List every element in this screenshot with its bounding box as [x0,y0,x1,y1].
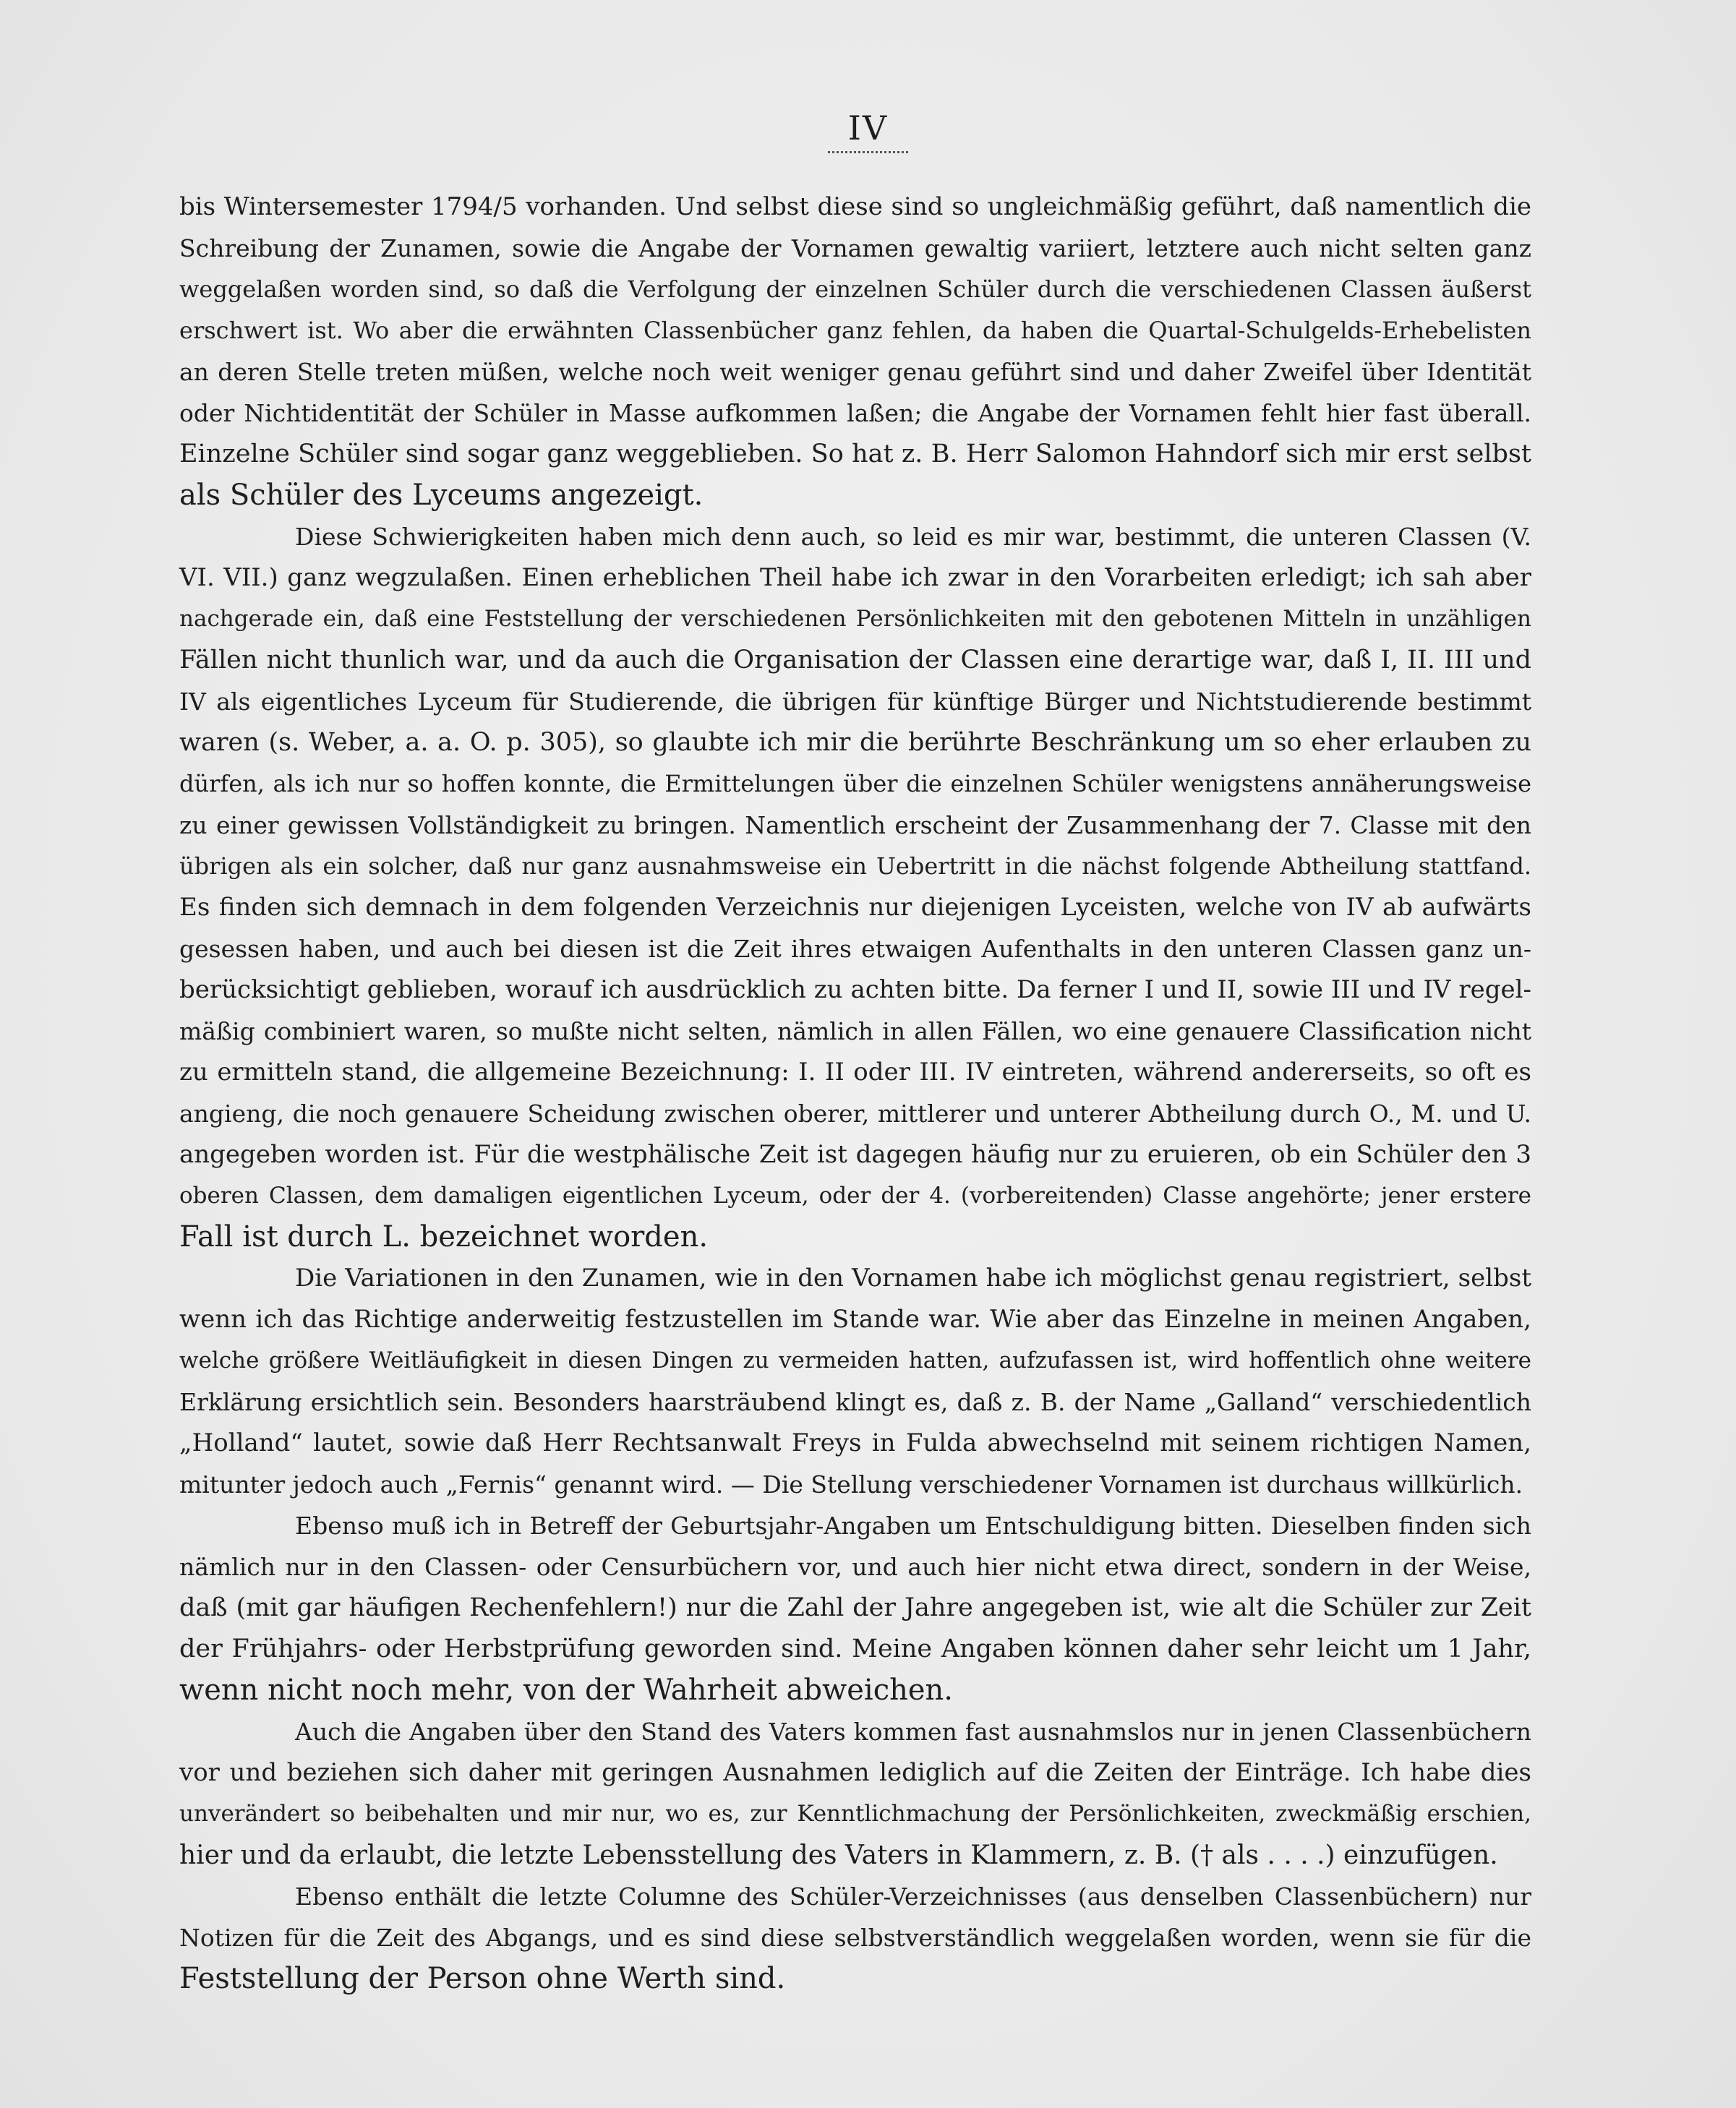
paragraph [179,1711,1531,1876]
text-line: Einzelne Schüler sind sogar ganz weggeblieben. So hat z. B. Herr Salomon Hahndorf sich mir erst selbst [179,440,1531,468]
text-line: an deren Stelle treten müßen, welche noch weit weniger genau geführt sind und daher Zweifel über Identität [179,358,1531,386]
text-line: oberen Classen, dem damaligen eigentlichen Lyceum, oder der 4. (vorbereitenden) Classe angehörte; jener erstere [179,1183,1531,1209]
text-line: oder Nichtidentität der Schüler in Masse aufkommen laßen; die Angabe der Vornamen fehlt hier fast überall. [179,399,1531,427]
text-line: nämlich nur in den Classen- oder Censurbüchern vor, und auch hier nicht etwa direct, sondern in der Weise, [179,1553,1531,1581]
text-line: übrigen als ein solcher, daß nur ganz ausnahmsweise ein Uebertritt in die nächst folgende Abtheilung stattfand. [179,852,1531,880]
text-line: welche größere Weitläufigkeit in diesen Dingen zu vermeiden hatten, aufzufassen ist, wird hoffentlich ohne weitere [179,1348,1531,1374]
text-line: Feststellung der Person ohne Werth sind. [179,1962,786,1995]
text-line: Die Variationen in den Zunamen, wie in den Vornamen habe ich möglichst genau registriert, selbst [295,1264,1531,1293]
text-line: IV als eigentliches Lyceum für Studierende, die übrigen für künftige Bürger und Nichtstudierende bestimmt [179,687,1531,716]
page-number: IV [828,108,908,153]
body-text [179,187,1531,2000]
text-line: bis Wintersemester 1794/5 vorhanden. Und selbst diese sind so ungleichmäßig geführt, daß namentlich die [179,192,1531,221]
text-line: vor und beziehen sich daher mit geringen Ausnahmen lediglich auf die Zeiten der Einträge. Ich habe dies [179,1758,1531,1787]
text-line: VI. VII.) ganz wegzulaßen. Einen erheblichen Theil habe ich zwar in den Vorarbeiten erledigt; ich sah aber [179,563,1531,592]
text-line: Notizen für die Zeit des Abgangs, und es sind diese selbstverständlich weggelaßen worden, wenn sie für die [179,1924,1531,1952]
text-line: waren (s. Weber, a. a. O. p. 305), so glaubte ich mir die berührte Beschränkung um so eher erlauben zu [179,728,1531,757]
text-line: Diese Schwierigkeiten haben mich denn auch, so leid es mir war, bestimmt, die unteren Classen (V. [295,523,1531,551]
text-line: nachgerade ein, daß eine Feststellung der verschiedenen Persönlichkeiten mit den gebotenen Mitteln in unzähligen [179,606,1531,632]
text-line: daß (mit gar häufigen Rechenfehlern!) nur die Zahl der Jahre angegeben ist, wie alt die Schüler zur Zeit [179,1593,1531,1622]
text-line: mitunter jedoch auch „Fernis“ genannt wird. — Die Stellung verschiedener Vornamen ist durchaus willkürlich. [179,1470,1523,1499]
text-line: gesessen haben, und auch bei diesen ist die Zeit ihres etwaigen Aufenthalts in den unteren Classen ganz un- [179,935,1531,963]
text-line: Fall ist durch L. bezeichnet worden. [179,1220,709,1254]
text-line: erschwert ist. Wo aber die erwähnten Classenbücher ganz fehlen, da haben die Quartal-Schulgelds-Erhebelisten [179,317,1531,344]
text-line: dürfen, als ich nur so hoffen konnte, die Ermittelungen über die einzelnen Schüler wenigstens annäherungsweise [179,770,1531,797]
text-line: Ebenso muß ich in Betreff der Geburtsjahr-Angaben um Entschuldigung bitten. Dieselben finden sich [295,1512,1531,1540]
text-line: angieng, die noch genauere Scheidung zwischen oberer, mittlerer und unterer Abtheilung durch O., M. und U. [179,1100,1531,1128]
text-line: „Holland“ lautet, sowie daß Herr Rechtsanwalt Freys in Fulda abwechselnd mit seinem richtigen Namen, [179,1428,1531,1457]
text-line: Auch die Angaben über den Stand des Vaters kommen fast ausnahmslos nur in jenen Classenbüchern [295,1718,1531,1746]
text-line: berücksichtigt geblieben, worauf ich ausdrücklich zu achten bitte. Da ferner I und II, sowie III und IV regel- [179,975,1531,1004]
text-line: unverändert so beibehalten und mir nur, wo es, zur Kenntlichmachung der Persönlichkeiten, zweckmäßig erschien, [179,1801,1531,1827]
paragraph [179,1505,1531,1711]
text-line: Erklärung ersichtlich sein. Besonders haarsträubend klingt es, daß z. B. der Name „Galland“ verschiedentlich [179,1388,1531,1416]
text-line: Schreibung der Zunamen, sowie die Angabe der Vornamen gewaltig variiert, letztere auch nicht selten ganz [179,234,1531,262]
text-line: zu einer gewissen Vollständigkeit zu bringen. Namentlich erscheint der Zusammenhang der 7. Classe mit den [179,811,1531,839]
text-line: Ebenso enthält die letzte Columne des Schüler-Verzeichnisses (aus denselben Classenbüchern) nur [295,1882,1531,1911]
paragraph [179,1876,1531,2000]
text-line: Es finden sich demnach in dem folgenden Verzeichnis nur diejenigen Lyceisten, welche von IV ab aufwärts [179,893,1531,922]
text-line: angegeben worden ist. Für die westphälische Zeit ist dagegen häufig nur zu eruieren, ob ein Schüler den 3 [179,1140,1531,1169]
paragraph [179,187,1531,516]
text-line: hier und da erlaubt, die letzte Lebensstellung des Vaters in Klammern, z. B. († als . . . .) einzufügen. [179,1841,1498,1870]
text-line: Fällen nicht thunlich war, und da auch die Organisation der Classen eine derartige war, daß I, II. III und [179,646,1531,674]
text-line: wenn ich das Richtige anderweitig festzustellen im Stande war. Wie aber das Einzelne in meinen Angaben, [179,1305,1531,1334]
page-header [0,108,1736,153]
text-line: als Schüler des Lyceums angezeigt. [179,479,704,512]
paragraph [179,1258,1531,1505]
text-line: zu ermitteln stand, die allgemeine Bezeichnung: I. II oder III. IV eintreten, während andererseits, so oft es [179,1058,1531,1087]
text-line: weggelaßen worden sind, so daß die Verfolgung der einzelnen Schüler durch die verschiedenen Classen äußerst [179,275,1531,303]
paragraph [179,516,1531,1258]
text-line: mäßig combiniert waren, so mußte nicht selten, nämlich in allen Fällen, wo eine genauere Classification nicht [179,1017,1531,1045]
text-line: wenn nicht noch mehr, von der Wahrheit abweichen. [179,1674,954,1707]
text-line: der Frühjahrs- oder Herbstprüfung geworden sind. Meine Angaben können daher sehr leicht um 1 Jahr, [179,1634,1531,1663]
